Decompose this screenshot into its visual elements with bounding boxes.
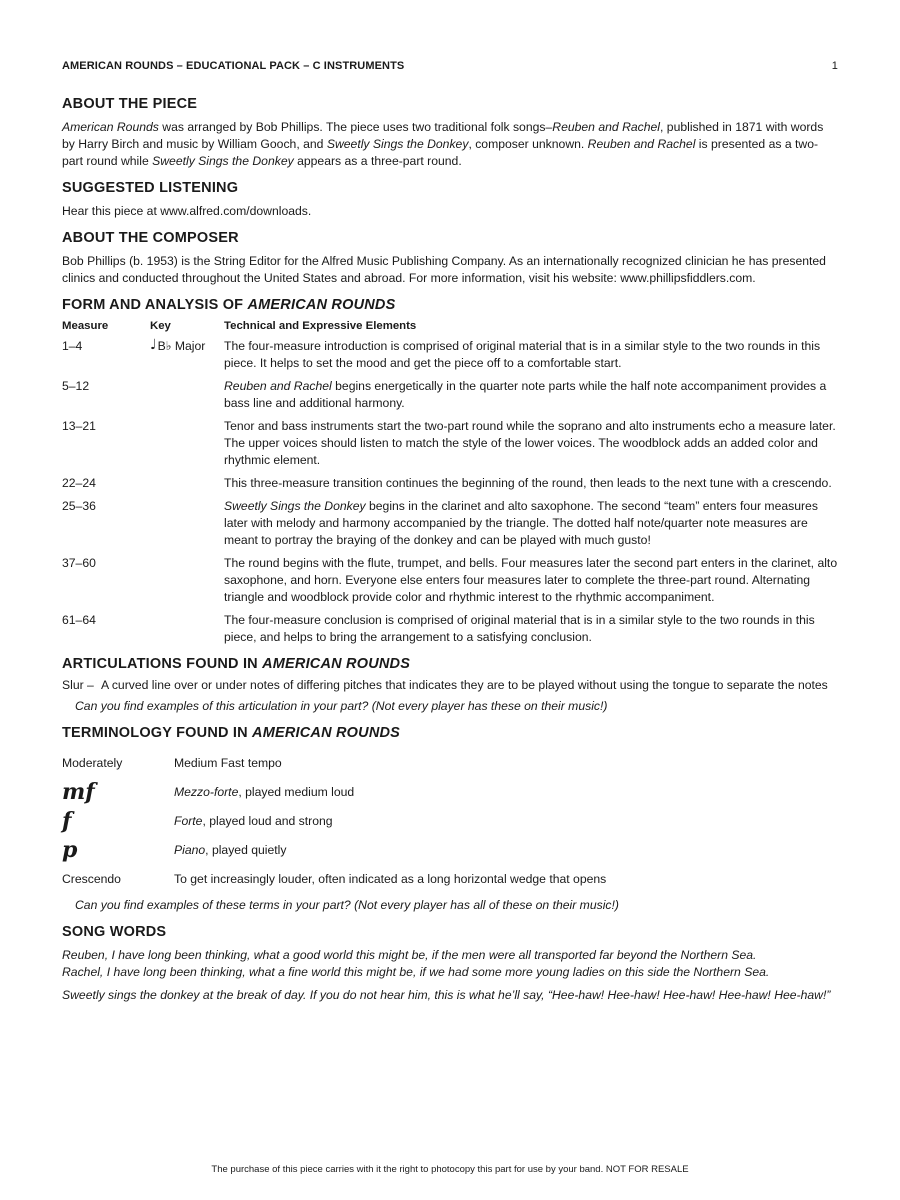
articulations-heading xyxy=(62,656,838,672)
measure-cell: 5–12 xyxy=(62,379,90,393)
articulation-item xyxy=(62,677,838,694)
document-title: AMERICAN ROUNDS – EDUCATIONAL PACK – C INSTRUMENTS xyxy=(62,60,405,72)
term-definition: Medium Fast tempo xyxy=(174,755,282,770)
elements-cell: Tenor and bass instruments start the two-part round while the soprano and alto instruments echo a measure later. The upper voices should listen to match the style of the lower voices. The woodblock adds an added color and rhythmic element. xyxy=(224,419,836,467)
term-name: Crescendo xyxy=(62,871,121,886)
italic-title: Sweetly Sings the Donkey xyxy=(224,499,366,513)
italic-title: Mezzo-forte xyxy=(174,784,239,799)
column-header-elements: Technical and Expressive Elements xyxy=(224,320,417,332)
key-cell xyxy=(150,555,224,606)
terminology-list xyxy=(62,748,838,893)
elements-cell: The four-measure conclusion is comprised of original material that is in a similar style to the two rounds in this piece, and helps to bring the arrangement to a satisfying conclusion. xyxy=(224,613,815,644)
elements-cell: This three-measure transition continues the beginning of the round, then leads to the next tune with a crescendo. xyxy=(224,476,832,490)
terminology-item xyxy=(62,748,838,777)
terminology-heading xyxy=(62,725,838,741)
terminology-heading-prefix: TERMINOLOGY FOUND IN xyxy=(62,725,253,741)
form-analysis-section xyxy=(62,297,838,646)
key-signature-icon: ♩ xyxy=(150,337,157,353)
key-cell xyxy=(150,612,224,646)
key-cell xyxy=(150,418,224,469)
elements-cell: The round begins with the flute, trumpet, and bells. Four measures later the second part enters in the clarinet, alto saxophone, and horn. Everyone else enters four measures later to complete the three-part round. Alternating triangle and woodblock provide color and rhythmic interest to the rhythmic accompaniment. xyxy=(224,556,838,604)
term-definition: Mezzo-forte, played medium loud xyxy=(174,784,355,799)
footer-notice: The purchase of this piece carries with it the right to photocopy this part for use by your band. NOT FOR RESALE xyxy=(211,1164,689,1175)
key-cell xyxy=(150,498,224,549)
column-header-key: Key xyxy=(150,320,171,332)
form-heading-prefix: FORM AND ANALYSIS OF xyxy=(62,297,248,313)
about-composer-heading: ABOUT THE COMPOSER xyxy=(62,230,239,246)
italic-title: Piano xyxy=(174,842,206,857)
italic-title: Reuben and Rachel xyxy=(552,120,661,134)
form-table-header xyxy=(62,320,838,332)
key-cell xyxy=(150,338,224,372)
suggested-listening-section xyxy=(62,180,838,220)
suggested-listening-text: Hear this piece at www.alfred.com/downloads. xyxy=(62,204,312,218)
song-line-reuben: Reuben, I have long been thinking, what a good world this might be, if the men were all transported far beyond the Northern Sea. xyxy=(62,948,757,962)
form-table-row xyxy=(62,612,838,646)
form-table-body xyxy=(62,338,838,646)
form-table-row xyxy=(62,475,838,492)
measure-cell: 1–4 xyxy=(62,339,83,353)
running-header xyxy=(62,60,838,72)
about-composer-section xyxy=(62,230,838,287)
measure-cell: 22–24 xyxy=(62,476,96,490)
terminology-item xyxy=(62,777,838,806)
song-words-heading: SONG WORDS xyxy=(62,924,167,940)
dynamic-marking: p xyxy=(62,836,78,863)
song-line-donkey: Sweetly sings the donkey at the break of day. If you do not hear him, this is what he’ll say, “Hee-haw! Hee-haw! Hee-haw! Hee-haw! Hee-haw!” xyxy=(62,988,831,1002)
italic-title: Reuben and Rachel xyxy=(224,379,332,393)
song-words-section xyxy=(62,924,838,1004)
articulation-term: Slur – xyxy=(62,678,94,692)
articulations-heading-title: AMERICAN ROUNDS xyxy=(262,656,411,672)
italic-title: Sweetly Sings the Donkey xyxy=(326,137,469,151)
measure-cell: 61–64 xyxy=(62,613,96,627)
measure-cell: 25–36 xyxy=(62,499,96,513)
form-table-row xyxy=(62,378,838,412)
articulations-section xyxy=(62,656,838,715)
italic-title: Sweetly Sings the Donkey xyxy=(152,154,294,168)
elements-cell: The four-measure introduction is comprised of original material that is in a similar style to the two rounds in this piece. It helps to set the mood and get the piece off to a comfortable start. xyxy=(224,339,821,370)
page-number: 1 xyxy=(831,60,838,72)
key-text: B♭ Major xyxy=(157,339,206,353)
italic-title: American Rounds xyxy=(62,120,159,134)
column-header-measure: Measure xyxy=(62,320,109,332)
elements-cell: Sweetly Sings the Donkey begins in the clarinet and alto saxophone. The second “team” enters four measures later with melody and harmony accompanied by the triangle. The dotted half note/quarter note measures are meant to portray the braying of the donkey and can be played with much gusto! xyxy=(224,499,818,547)
terminology-question: Can you find examples of these terms in your part? (Not every player has all of these on their music!) xyxy=(75,898,619,912)
about-piece-section xyxy=(62,96,838,170)
form-table-row xyxy=(62,555,838,606)
terminology-item xyxy=(62,864,838,893)
form-table-row xyxy=(62,338,838,372)
dynamic-marking: f xyxy=(62,807,72,834)
about-piece-text: American Rounds was arranged by Bob Phillips. The piece uses two traditional folk songs–Reuben and Rachel, published in 1871 with words by Harry Birch and music by William Gooch, and Sweetly Sings the Donkey, composer unknown. Reuben and Rachel is presented as a two-part round while Sweetly Sings the Donkey appears as a three-part round. xyxy=(62,120,824,168)
form-analysis-heading xyxy=(62,297,838,313)
page-content xyxy=(62,96,838,1014)
terminology-section xyxy=(62,725,838,914)
about-piece-heading: ABOUT THE PIECE xyxy=(62,96,198,112)
terminology-heading-title: AMERICAN ROUNDS xyxy=(252,725,401,741)
key-cell xyxy=(150,475,224,492)
form-table-row xyxy=(62,498,838,549)
articulation-definition: A curved line over or under notes of differing pitches that indicates they are to be played without using the tongue to separate the notes xyxy=(101,678,828,692)
elements-cell: Reuben and Rachel begins energetically in the quarter note parts while the half note accompaniment provides a bass line and additional harmony. xyxy=(224,379,827,410)
suggested-listening-heading: SUGGESTED LISTENING xyxy=(62,180,239,196)
form-table-row xyxy=(62,418,838,469)
song-line-rachel: Rachel, I have long been thinking, what a fine world this might be, if we had some more young ladies on this side the Northern Sea. xyxy=(62,965,770,979)
terminology-item xyxy=(62,806,838,835)
articulation-question: Can you find examples of this articulation in your part? (Not every player has these on their music!) xyxy=(75,699,608,713)
term-definition: To get increasingly louder, often indicated as a long horizontal wedge that opens xyxy=(174,871,607,886)
italic-title: Reuben and Rachel xyxy=(587,137,696,151)
terminology-item xyxy=(62,835,838,864)
form-heading-title: AMERICAN ROUNDS xyxy=(247,297,396,313)
term-definition: Forte, played loud and strong xyxy=(174,813,333,828)
term-definition: Piano, played quietly xyxy=(174,842,287,857)
measure-cell: 37–60 xyxy=(62,556,96,570)
key-cell xyxy=(150,378,224,412)
italic-title: Forte xyxy=(174,813,203,828)
dynamic-marking: mf xyxy=(62,778,95,805)
about-composer-text: Bob Phillips (b. 1953) is the String Editor for the Alfred Music Publishing Company. As an internationally recognized clinician he has presented clinics and conducted throughout the United States and abroad. For more information, visit his website: www.phillipsfiddlers.com. xyxy=(62,254,826,285)
term-name: Moderately xyxy=(62,755,123,770)
articulations-heading-prefix: ARTICULATIONS FOUND IN xyxy=(62,656,263,672)
measure-cell: 13–21 xyxy=(62,419,96,433)
